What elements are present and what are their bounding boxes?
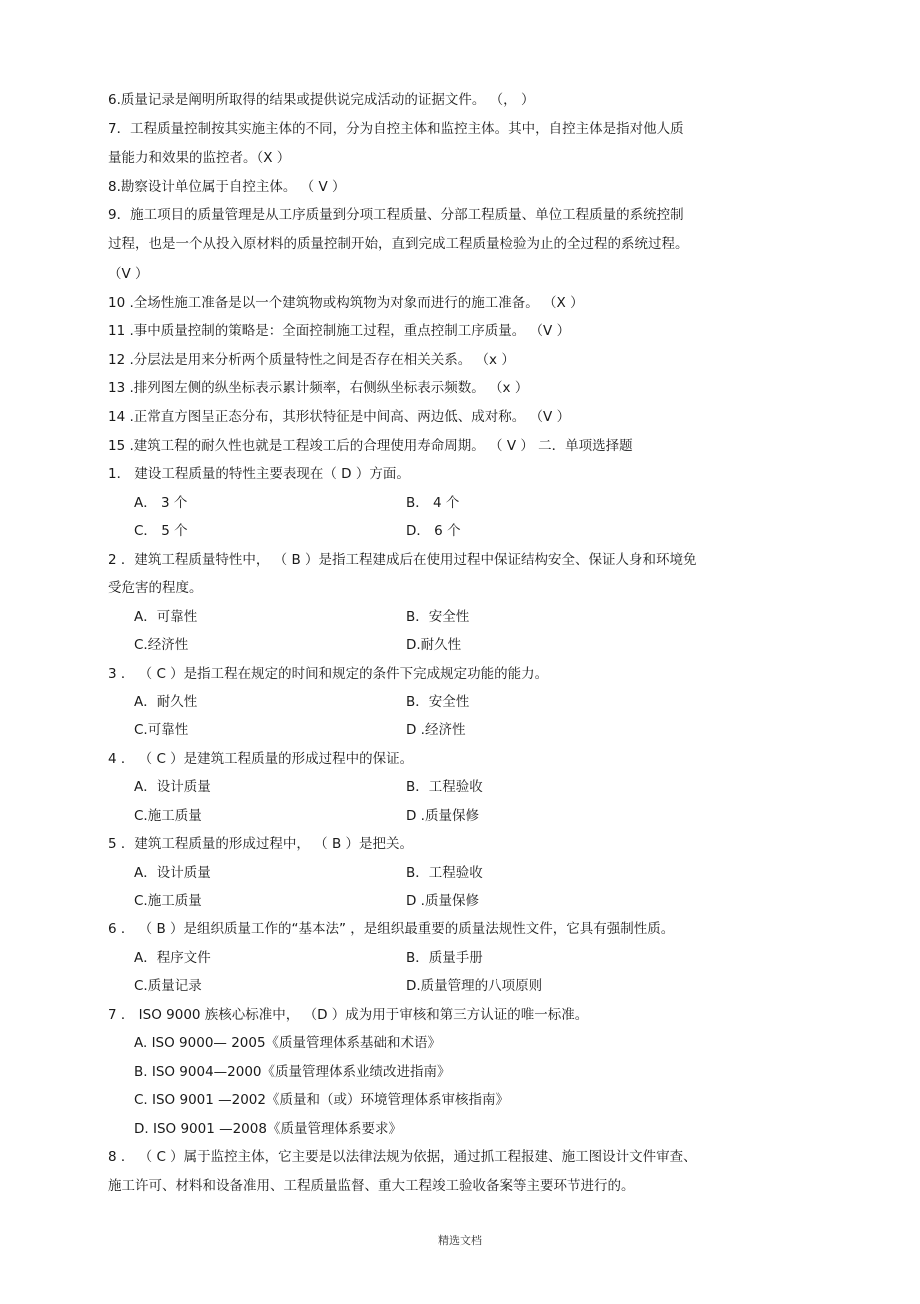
tf-item-12: 12 .分层法是用来分析两个质量特性之间是否存在相关关系。 （x ）: [108, 352, 515, 368]
q5-option-c: C.施工质量: [134, 893, 202, 909]
q7-option-b: B. ISO 9004—2000《质量管理体系业绩改进指南》: [134, 1064, 451, 1080]
question-8-line1: 8 ． （ C ）属于监控主体，它主要是以法律法规为依据，通过抓工程报建、施工图设计文件审查、: [108, 1149, 697, 1165]
question-4: 4 ． （ C ）是建筑工程质量的形成过程中的保证。: [108, 751, 414, 767]
tf-item-11: 11 .事中质量控制的策略是：全面控制施工过程，重点控制工序质量。 （V ）: [108, 323, 571, 339]
tf-item-14: 14 .正常直方图呈正态分布，其形状特征是中间高、两边低、成对称。 （V ）: [108, 409, 571, 425]
tf-item-7-line2: 量能力和效果的监控者。（X ）: [108, 150, 291, 166]
tf-item-10: 10 .全场性施工准备是以一个建筑物或构筑物为对象而进行的施工准备。 （X ）: [108, 295, 584, 311]
question-6: 6 ． （ B ）是组织质量工作的“基本法” ，是组织最重要的质量法规性文件，它具有强制性质。: [108, 921, 675, 937]
q4-option-a: A．设计质量: [134, 779, 211, 795]
tf-item-9-line1: 9．施工项目的质量管理是从工序质量到分项工程质量、分部工程质量、单位工程质量的系统控制: [108, 207, 684, 223]
tf-item-9-line3: （V ）: [108, 266, 149, 282]
q6-option-a: A．程序文件: [134, 950, 211, 966]
q6-option-b: B．质量手册: [406, 950, 483, 966]
tf-item-6: 6.质量记录是阐明所取得的结果或提供说完成活动的证据文件。 （， ）: [108, 92, 535, 108]
q3-option-b: B．安全性: [406, 694, 470, 710]
page-footer: 精选文档: [438, 1234, 482, 1247]
q6-option-c: C.质量记录: [134, 978, 202, 994]
q1-option-c: C． 5 个: [134, 523, 188, 539]
q5-option-a: A．设计质量: [134, 865, 211, 881]
question-5: 5 ．建筑工程质量的形成过程中， （ B ）是把关。: [108, 836, 414, 852]
q2-option-b: B．安全性: [406, 609, 470, 625]
q3-option-a: A．耐久性: [134, 694, 198, 710]
q7-option-a: A. ISO 9000— 2005《质量管理体系基础和术语》: [134, 1035, 442, 1051]
q4-option-d: D .质量保修: [406, 808, 479, 824]
question-1: 1． 建设工程质量的特性主要表现在（ D ）方面。: [108, 466, 410, 482]
q2-option-d: D.耐久性: [406, 637, 462, 653]
q2-option-a: A．可靠性: [134, 609, 198, 625]
question-2-line2: 受危害的程度。: [108, 580, 203, 596]
q1-option-b: B． 4 个: [406, 495, 460, 511]
tf-item-13: 13 .排列图左侧的纵坐标表示累计频率，右侧纵坐标表示频数。 （x ）: [108, 380, 529, 396]
q6-option-d: D.质量管理的八项原则: [406, 978, 543, 994]
q2-option-c: C.经济性: [134, 637, 189, 653]
q4-option-b: B．工程验收: [406, 779, 483, 795]
question-3: 3 ． （ C ）是指工程在规定的时间和规定的条件下完成规定功能的能力。: [108, 666, 549, 682]
q7-option-c: C. ISO 9001 —2002《质量和（或）环境管理体系审核指南》: [134, 1092, 509, 1108]
q1-option-a: A． 3 个: [134, 495, 188, 511]
q1-option-d: D． 6 个: [406, 523, 461, 539]
q3-option-d: D .经济性: [406, 722, 466, 738]
tf-item-9-line2: 过程，也是一个从投入原材料的质量控制开始，直到完成工程质量检验为止的全过程的系统过程。: [108, 236, 689, 252]
q3-option-c: C.可靠性: [134, 722, 189, 738]
tf-item-15: 15 .建筑工程的耐久性也就是工程竣工后的合理使用寿命周期。 （ V ） 二．单项选择题: [108, 438, 633, 454]
q5-option-b: B．工程验收: [406, 865, 483, 881]
q4-option-c: C.施工质量: [134, 808, 202, 824]
question-7: 7 ． ISO 9000 族核心标准中， （D ）成为用于审核和第三方认证的唯一标准。: [108, 1007, 589, 1023]
q7-option-d: D. ISO 9001 —2008《质量管理体系要求》: [134, 1121, 402, 1137]
question-8-line2: 施工许可、材料和设备准用、工程质量监督、重大工程竣工验收备案等主要环节进行的。: [108, 1178, 635, 1194]
q5-option-d: D .质量保修: [406, 893, 479, 909]
tf-item-7-line1: 7．工程质量控制按其实施主体的不同，分为自控主体和监控主体。其中，自控主体是指对他人质: [108, 121, 684, 137]
tf-item-8: 8.勘察设计单位属于自控主体。 （ V ）: [108, 179, 346, 195]
question-2-line1: 2 ．建筑工程质量特性中， （ B ）是指工程建成后在使用过程中保证结构安全、保证人身和环境免: [108, 552, 697, 568]
